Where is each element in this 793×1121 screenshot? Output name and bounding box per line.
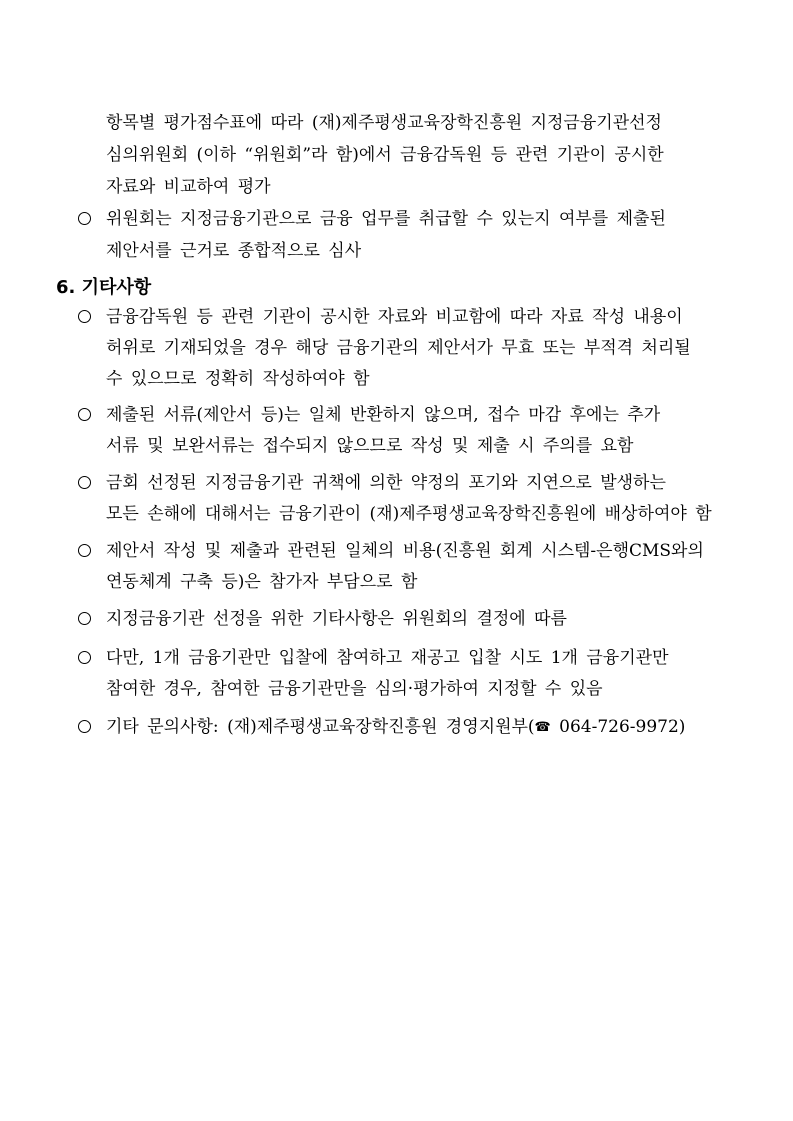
contact-phone: 064-726-9972) (550, 717, 686, 737)
continuation-line: 자료와 비교하여 평가 (106, 177, 271, 197)
contact-line (106, 714, 685, 741)
circle-bullet-icon (78, 476, 91, 489)
circle-bullet-icon (78, 651, 91, 664)
circle-bullet-icon (78, 212, 91, 225)
circle-bullet-icon (78, 720, 91, 733)
continuation-line: 심의위원회 (이하 “위원회”라 함)에서 금융감독원 등 관련 기관이 공시한 (106, 145, 664, 165)
circle-bullet-icon (78, 310, 91, 323)
list-item-line: 서류 및 보완서류는 접수되지 않으므로 작성 및 제출 시 주의를 요함 (106, 436, 634, 456)
contact-prefix: 기타 문의사항: (재)제주평생교육장학진흥원 경영지원부( (106, 717, 535, 737)
list-item-line: 연동체계 구축 등)은 참가자 부담으로 함 (106, 572, 418, 592)
circle-bullet-icon (78, 544, 91, 557)
continuation-line: 항목별 평가점수표에 따라 (재)제주평생교육장학진흥원 지정금융기관선정 (106, 113, 662, 133)
list-item-line: 참여한 경우, 참여한 금융기관만을 심의·평가하여 지정할 수 있음 (106, 679, 603, 699)
list-item-line: 다만, 1개 금융기관만 입찰에 참여하고 재공고 입찰 시도 1개 금융기관만 (106, 648, 669, 668)
circle-bullet-icon (78, 408, 91, 421)
list-item-line: 수 있으므로 정확히 작성하여야 함 (106, 369, 370, 389)
list-item-line: 모든 손해에 대해서는 금융기관이 (재)제주평생교육장학진흥원에 배상하여야 함 (106, 504, 712, 524)
list-item-line: 금융감독원 등 관련 기관이 공시한 자료와 비교함에 따라 자료 작성 내용이 (106, 307, 683, 327)
list-item-line: 지정금융기관 선정을 위한 기타사항은 위원회의 결정에 따름 (106, 609, 567, 629)
list-item-line: 위원회는 지정금융기관으로 금융 업무를 취급할 수 있는지 여부를 제출된 (106, 209, 666, 229)
phone-icon: ☎ (534, 720, 551, 735)
list-item-line: 금회 선정된 지정금융기관 귀책에 의한 약정의 포기와 지연으로 발생하는 (106, 473, 666, 493)
list-item-line: 제안서를 근거로 종합적으로 심사 (106, 241, 362, 261)
list-item-line: 제출된 서류(제안서 등)는 일체 반환하지 않으며, 접수 마감 후에는 추가 (106, 405, 661, 425)
circle-bullet-icon (78, 612, 91, 625)
section-title: 6. 기타사항 (56, 277, 152, 298)
list-item-line: 허위로 기재되었을 경우 해당 금융기관의 제안서가 무효 또는 부적격 처리될 (106, 338, 691, 358)
list-item-line: 제안서 작성 및 제출과 관련된 일체의 비용(진흥원 회계 시스템-은행CMS와의 (106, 541, 704, 561)
